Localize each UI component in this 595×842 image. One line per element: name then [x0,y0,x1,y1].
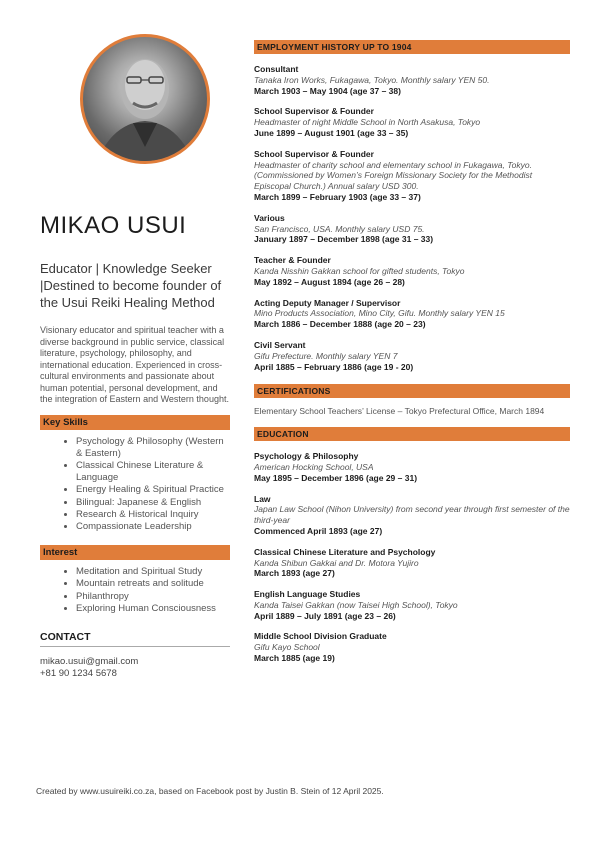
employment-list [254,64,570,372]
portrait-silhouette [83,37,207,161]
person-name: MIKAO USUI [40,212,187,239]
contact-heading: CONTACT [40,631,230,647]
education-entry [254,589,570,621]
list-item: • Meditation and Spiritual Study [76,566,230,578]
entry-description: Japan Law School (Nihon University) from second year through first semester of the third-year [254,504,570,526]
entry-date: March 1899 – February 1903 (age 33 – 37) [254,191,421,202]
entry-date: April 1885 – February 1886 (age 19 - 20) [254,361,414,372]
entry-title: Middle School Division Graduate [254,631,387,642]
entry-title: Teacher & Founder [254,255,331,266]
entry-description: American Hocking School, USA [254,461,374,472]
entry-description: Gifu Prefecture. Monthly salary YEN 7 [254,350,398,361]
footer-credit: Created by www.usuireiki.co.za, based on Facebook post by Justin B. Stein of 12 April 2025. [36,786,384,796]
entry-title: Acting Deputy Manager / Supervisor [254,297,401,308]
left-column [40,34,230,680]
entry-title: Civil Servant [254,339,306,350]
entry-title: School Supervisor & Founder [254,148,374,159]
certification-text: Elementary School Teachers’ License – Tokyo Prefectural Office, March 1894 [254,406,545,417]
entry-title: Consultant [254,64,299,74]
entry-date: March 1885 (age 19) [254,653,335,664]
list-item: • Compassionate Leadership [76,521,230,533]
entry-date: January 1897 – December 1898 (age 31 – 33) [254,234,434,245]
interest-list [40,566,230,615]
entry-date: March 1903 – May 1904 (age 37 – 38) [254,85,401,96]
entry-description: Mino Products Association, Mino City, Gifu. Monthly salary YEN 15 [254,308,505,319]
employment-entry [254,149,570,203]
entry-date: April 1889 – July 1891 (age 23 – 26) [254,610,396,621]
employment-entry [254,213,570,245]
entry-description: Kanda Taisei Gakkan (now Taisei High School), Tokyo [254,599,458,610]
entry-description: Gifu Kayo School [254,642,320,653]
list-item: • Classical Chinese Literature & Language [76,460,230,484]
entry-description: Kanda Shibun Gakkai and Dr. Motora Yujiro [254,557,419,568]
entry-title: English Language Studies [254,589,361,600]
list-item: • Energy Healing & Spiritual Practice [76,484,230,496]
list-item: • Philanthropy [76,591,230,603]
education-entry [254,451,570,483]
entry-date: May 1895 – December 1896 (age 29 – 31) [254,472,418,483]
employment-entry [254,106,570,138]
entry-title: Law [254,493,271,504]
entry-description: Kanda Nisshin Gakkan school for gifted students, Tokyo [254,265,465,276]
entry-description: Tanaka Iron Works, Fukagawa, Tokyo. Monthly salary YEN 50. [254,74,490,85]
education-entry [254,547,570,579]
entry-title: Classical Chinese Literature and Psychology [254,546,436,557]
entry-title: School Supervisor & Founder [254,106,374,117]
key-skills-list [40,436,230,534]
education-entry [254,631,570,663]
employment-entry [254,255,570,287]
contact-phone[interactable]: +81 90 1234 5678 [40,667,117,679]
employment-entry [254,64,570,96]
entry-title: Psychology & Philosophy [254,451,359,462]
interest-heading: Interest [40,545,230,560]
entry-description: San Francisco, USA. Monthly salary USD 75. [254,223,425,234]
profile-summary: Visionary educator and spiritual teacher with a diverse background in public service, classical literature, psychology, philosophy, and international education. Experienced in cross-cultural environments and passionate about human potential, personal development, and the integration of Eastern and Western thought. [40,325,229,404]
entry-date: Commenced April 1893 (age 27) [254,525,383,536]
education-list [254,451,570,664]
employment-heading: EMPLOYMENT HISTORY UP TO 1904 [254,40,570,54]
key-skills-heading: Key Skills [40,415,230,430]
list-item: • Mountain retreats and solitude [76,578,230,590]
entry-title: Various [254,212,285,223]
list-item: • Exploring Human Consciousness [76,603,230,615]
list-item: • Psychology & Philosophy (Western & Eastern) [76,436,230,460]
education-heading: EDUCATION [254,427,570,441]
entry-date: March 1893 (age 27) [254,568,335,579]
list-item: • Research & Historical Inquiry [76,509,230,521]
education-entry [254,494,570,537]
certifications-heading: CERTIFICATIONS [254,384,570,398]
contact-block [40,656,230,680]
entry-description: Headmaster of charity school and elementary school in Fukagawa, Tokyo. (Commissioned by Women’s Foreign Missionary Society for the Methodist Episcopal Church.) Annual salary USD 300. [254,159,533,192]
right-column [254,40,570,664]
entry-date: June 1899 – August 1901 (age 33 – 35) [254,127,409,138]
entry-date: May 1892 – August 1894 (age 26 – 28) [254,276,405,287]
entry-date: March 1886 – December 1888 (age 20 – 23) [254,319,426,330]
profile-photo [80,34,210,164]
contact-email[interactable]: mikao.usui@gmail.com [40,655,139,667]
tagline: Educator | Knowledge Seeker |Destined to become founder of the Usui Reiki Healing Method [40,261,222,310]
list-item: • Bilingual: Japanese & English [76,497,230,509]
employment-entry [254,298,570,330]
employment-entry [254,340,570,372]
entry-description: Headmaster of night Middle School in North Asakusa, Tokyo [254,117,481,128]
